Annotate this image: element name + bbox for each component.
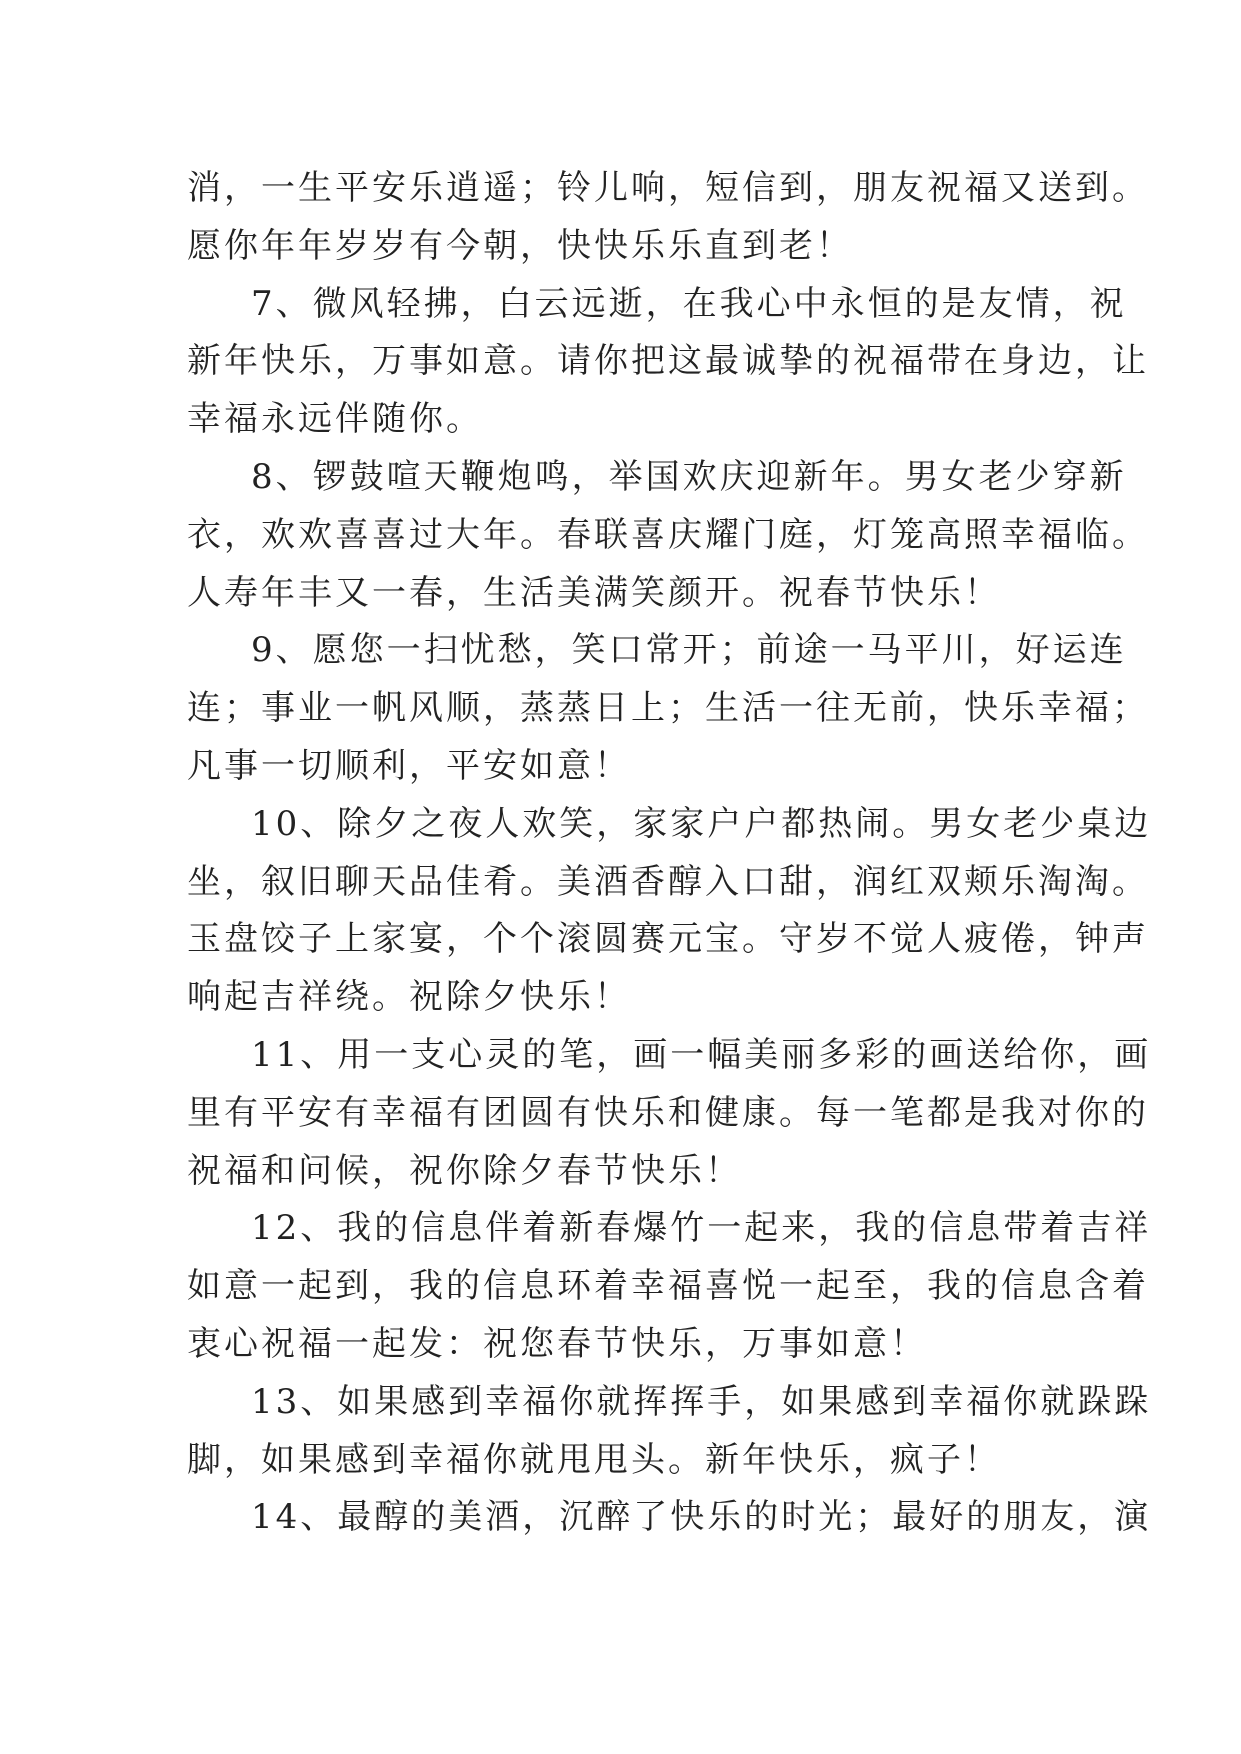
- text-line: 连；事业一帆风顺，蒸蒸日上；生活一往无前，快乐幸福；: [187, 688, 1149, 729]
- text-line: 凡事一切顺利，平安如意！: [187, 745, 631, 786]
- text-line: 里有平安有幸福有团圆有快乐和健康。每一笔都是我对你的: [187, 1092, 1149, 1133]
- text-line: 11、用一支心灵的笔，画一幅美丽多彩的画送给你，画: [251, 1034, 1152, 1075]
- text-line: 衣，欢欢喜喜过大年。春联喜庆耀门庭，灯笼高照幸福临。: [187, 514, 1149, 555]
- text-line: 12、我的信息伴着新春爆竹一起来，我的信息带着吉祥: [251, 1208, 1152, 1249]
- text-line: 14、最醇的美酒，沉醉了快乐的时光；最好的朋友，演: [251, 1497, 1152, 1538]
- text-line: 10、除夕之夜人欢笑，家家户户都热闹。男女老少桌边: [251, 803, 1152, 844]
- text-line: 响起吉祥绕。祝除夕快乐！: [187, 977, 631, 1018]
- text-line: 13、如果感到幸福你就挥挥手，如果感到幸福你就跺跺: [251, 1381, 1152, 1422]
- text-line: 幸福永远伴随你。: [187, 399, 483, 440]
- text-line: 脚，如果感到幸福你就甩甩头。新年快乐，疯子！: [187, 1439, 1001, 1480]
- text-line: 如意一起到，我的信息环着幸福喜悦一起至，我的信息含着: [187, 1266, 1149, 1307]
- text-line: 7、微风轻拂，白云远逝，在我心中永恒的是友情，祝: [251, 283, 1127, 324]
- document-body: [187, 160, 1152, 1547]
- text-line: 9、愿您一扫忧愁，笑口常开；前途一马平川，好运连: [251, 630, 1127, 671]
- text-line: 新年快乐，万事如意。请你把这最诚挚的祝福带在身边，让: [187, 341, 1149, 382]
- text-line: 衷心祝福一起发：祝您春节快乐，万事如意！: [187, 1323, 927, 1364]
- text-line: 消，一生平安乐逍遥；铃儿响，短信到，朋友祝福又送到。: [187, 168, 1149, 208]
- text-line: 8、锣鼓喧天鞭炮鸣，举国欢庆迎新年。男女老少穿新: [251, 456, 1127, 497]
- text-line: 祝福和问候，祝你除夕春节快乐！: [187, 1150, 742, 1191]
- text-line: 人寿年丰又一春，生活美满笑颜开。祝春节快乐！: [187, 572, 1001, 613]
- text-line: 玉盘饺子上家宴，个个滚圆赛元宝。守岁不觉人疲倦，钟声: [187, 919, 1149, 960]
- text-line: 愿你年年岁岁有今朝，快快乐乐直到老！: [187, 225, 853, 266]
- text-line: 坐，叙旧聊天品佳肴。美酒香醇入口甜，润红双颊乐淘淘。: [187, 861, 1149, 902]
